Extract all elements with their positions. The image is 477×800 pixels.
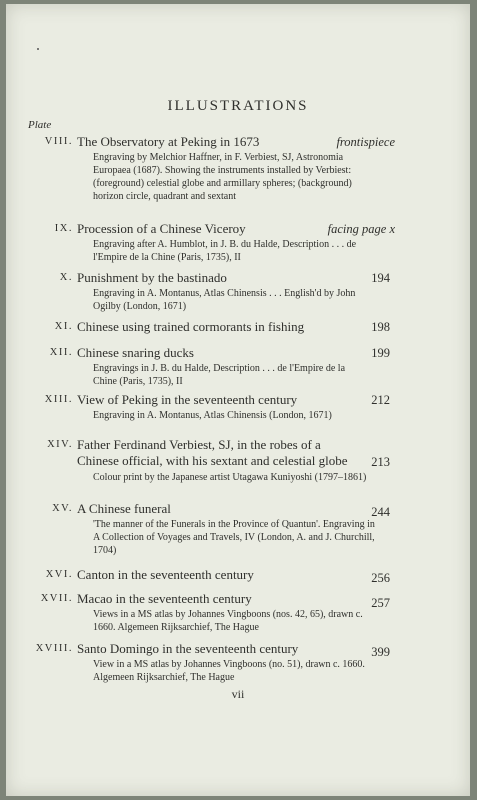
- plate-number: XIV.: [47, 439, 73, 450]
- plate-caption: Engraving by Melchior Haffner, in F. Verbiest, SJ, Astronomia Europaea (1687). Showing the instruments installed by Verbiest: (foreground) celestial globe and armillary spheres; (background) horizon circle, quadrant and sextant: [93, 152, 352, 202]
- plate-title: Santo Domingo in the seventeenth century: [77, 641, 299, 656]
- plate-caption: Views in a MS atlas by Johannes Vingboons (nos. 42, 65), drawn c. 1660. Algemeen Rijksarchief, The Hague: [93, 609, 363, 633]
- plate-page: 198: [371, 320, 390, 334]
- plate-number: XVII.: [40, 593, 73, 604]
- plate-title: Chinese snaring ducks: [77, 345, 194, 360]
- plate-title: A Chinese funeral: [77, 501, 171, 516]
- plate-number: XIII.: [44, 394, 73, 405]
- plate-number: XV.: [52, 503, 73, 514]
- plate-page: 194: [371, 271, 390, 285]
- plate-number: XVIII.: [35, 643, 73, 654]
- plate-page: facing page x: [327, 222, 395, 236]
- plate-page: 199: [371, 346, 390, 360]
- plate-title: Procession of a Chinese Viceroy: [77, 221, 246, 236]
- plate-title: Chinese using trained cormorants in fishing: [77, 319, 305, 334]
- plate-page: 244: [371, 505, 390, 519]
- plate-caption: Engraving after A. Humblot, in J. B. du Halde, Description . . . de l'Empire de la Chine (Paris, 1735), II: [93, 239, 357, 263]
- plate-number: XI.: [54, 321, 73, 332]
- plate-page: 212: [371, 393, 390, 407]
- plate-title: Punishment by the bastinado: [77, 270, 227, 285]
- page-heading: ILLUSTRATIONS: [167, 98, 309, 114]
- plate-page: 213: [371, 455, 390, 469]
- book-page: [6, 4, 470, 796]
- plate-caption: Engraving in A. Montanus, Atlas Chinensis (London, 1671): [93, 410, 332, 421]
- plate-title: The Observatory at Peking in 1673: [77, 134, 260, 149]
- plate-title: View of Peking in the seventeenth century: [77, 392, 298, 407]
- plate-title: Macao in the seventeenth century: [77, 591, 252, 606]
- plate-column-label: Plate: [28, 119, 52, 131]
- plate-page: 399: [371, 645, 390, 659]
- plate-number: IX.: [54, 223, 73, 234]
- plate-caption: View in a MS atlas by Johannes Vingboons (no. 51), drawn c. 1660. Algemeen Rijksarchief, The Hague: [93, 659, 365, 683]
- plate-number: X.: [59, 272, 73, 283]
- page-speck: [37, 48, 39, 50]
- plate-page: 256: [371, 571, 390, 585]
- plate-title: Canton in the seventeenth century: [77, 567, 254, 582]
- plate-number: XII.: [49, 347, 73, 358]
- plate-page: 257: [371, 596, 390, 610]
- page-number: vii: [231, 687, 245, 701]
- plate-caption: Engraving in A. Montanus, Atlas Chinensis . . . English'd by John Ogilby (London, 1671): [93, 288, 356, 312]
- plate-caption: 'The manner of the Funerals in the Province of Quantun'. Engraving in A Collection of Voyages and Travels, IV (London, A. and J. Churchill, 1704): [93, 519, 375, 556]
- plate-caption: Engravings in J. B. du Halde, Description . . . de l'Empire de la Chine (Paris, 1735), II: [93, 363, 346, 387]
- plate-number: VIII.: [44, 136, 73, 147]
- plate-title: Father Ferdinand Verbiest, SJ, in the robes of a Chinese official, with his sextant and celestial globe: [77, 437, 348, 468]
- plate-page: frontispiece: [336, 135, 395, 149]
- plate-caption: Colour print by the Japanese artist Utagawa Kuniyoshi (1797–1861): [93, 472, 367, 483]
- plate-number: XVI.: [45, 569, 73, 580]
